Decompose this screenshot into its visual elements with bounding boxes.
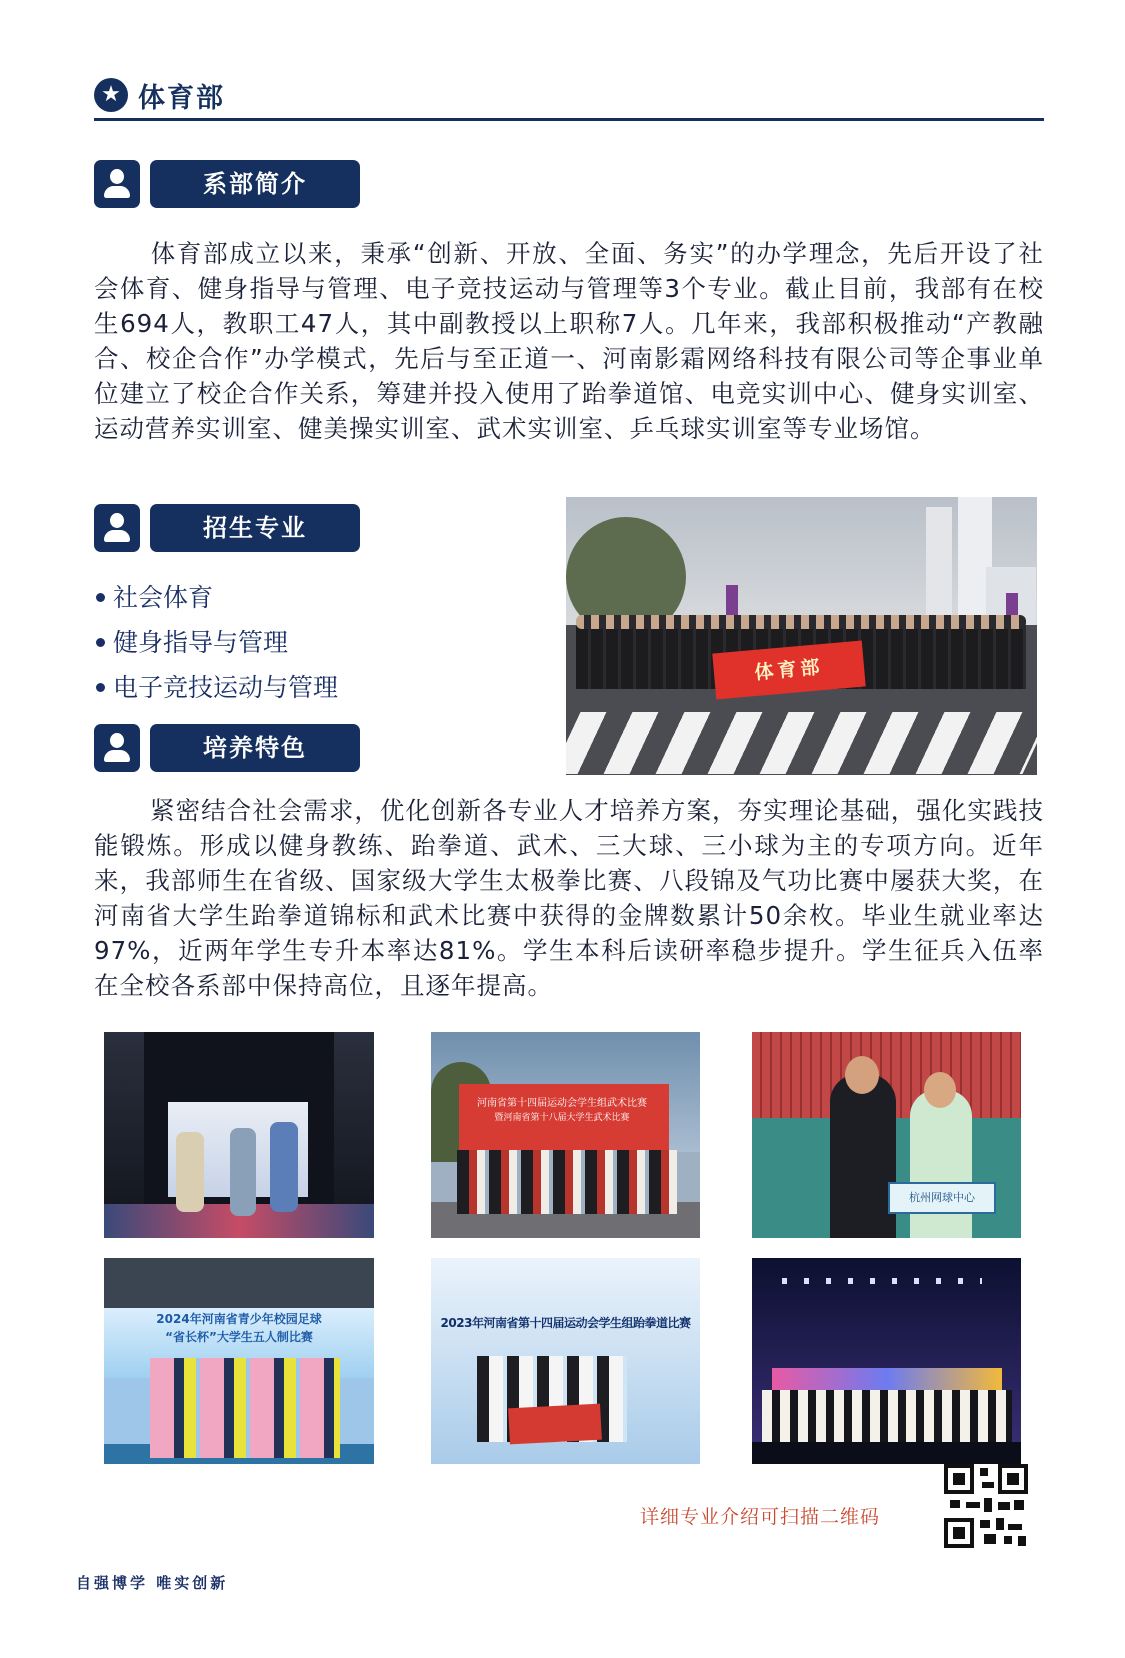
list-item	[96, 620, 496, 665]
taekwondo-banner-title: 2023年河南省第十四届运动会学生组跆拳道比赛	[440, 1316, 691, 1330]
features-text: 紧密结合社会需求，优化创新各专业人才培养方案，夯实理论基础，强化实践技能锻炼。形成以健身教练、跆拳道、武术、三大球、三小球为主的专项方向。近年来，我部师生在省级、国家级大学生太极拳比赛、八段锦及气功比赛中屡获大奖，在河南省大学生跆拳道锦标和武术比赛中获得的金牌数累计50余枚。毕业生就业率达97%，近两年学生专升本率达81%。学生本科后读研率稳步提升。学生征兵入伍率在全校各系部中保持高位，且逐年提高。	[94, 796, 1044, 1000]
team-banner: 体育部	[712, 641, 865, 700]
list-item	[96, 575, 496, 620]
major-name: 电子竞技运动与管理	[113, 673, 339, 702]
stage-photo	[104, 1032, 374, 1238]
tennis-center-sign: 杭州网球中心	[888, 1182, 996, 1214]
football-banner-title: 2024年河南省青少年校园足球	[156, 1312, 322, 1326]
star-icon: ★	[94, 78, 128, 112]
bullet-icon	[96, 593, 105, 602]
qr-code-icon[interactable]	[944, 1464, 1028, 1548]
section-features-heading	[94, 724, 394, 774]
features-paragraph	[94, 793, 1044, 1003]
section-majors-label: 招生专业	[150, 504, 360, 552]
martial-arts-photo	[431, 1032, 700, 1238]
tennis-photo	[752, 1032, 1021, 1238]
user-icon	[94, 504, 140, 552]
header-divider	[94, 118, 1044, 121]
football-banner-subtitle: “省长杯”大学生五人制比赛	[165, 1330, 313, 1344]
section-intro-heading	[94, 160, 394, 210]
intro-paragraph	[94, 236, 1044, 446]
section-intro-label: 系部简介	[150, 160, 360, 208]
section-features-label: 培养特色	[150, 724, 360, 772]
majors-list	[96, 575, 496, 710]
qr-caption: 详细专业介绍可扫描二维码	[640, 1506, 881, 1528]
taekwondo-photo	[431, 1258, 700, 1464]
user-icon	[94, 724, 140, 772]
group-photo	[566, 497, 1037, 775]
martial-banner-subtitle: 暨河南省第十八届大学生武术比赛	[494, 1113, 630, 1123]
martial-banner-title: 河南省第十四届运动会学生组武术比赛	[477, 1098, 647, 1109]
major-name: 社会体育	[113, 583, 214, 612]
section-majors-heading	[94, 504, 394, 554]
bullet-icon	[96, 683, 105, 692]
footer-motto: 自强博学 唯实创新	[76, 1574, 229, 1592]
major-name: 健身指导与管理	[113, 628, 289, 657]
user-icon	[94, 160, 140, 208]
esports-photo	[752, 1258, 1021, 1464]
football-photo	[104, 1258, 374, 1464]
page-header	[94, 72, 1044, 120]
list-item	[96, 665, 496, 710]
intro-text: 体育部成立以来，秉承“创新、开放、全面、务实”的办学理念，先后开设了社会体育、健身指导与管理、电子竞技运动与管理等3个专业。截止目前，我部有在校生694人，教职工47人，其中副教授以上职称7人。几年来，我部积极推动“产教融合、校企合作”办学模式，先后与至正道一、河南影霜网络科技有限公司等企事业单位建立了校企合作关系，筹建并投入使用了跆拳道馆、电竞实训中心、健身实训室、运动营养实训室、健美操实训室、武术实训室、乒乓球实训室等专业场馆。	[94, 239, 1044, 443]
page-title: 体育部	[138, 83, 225, 114]
bullet-icon	[96, 638, 105, 647]
